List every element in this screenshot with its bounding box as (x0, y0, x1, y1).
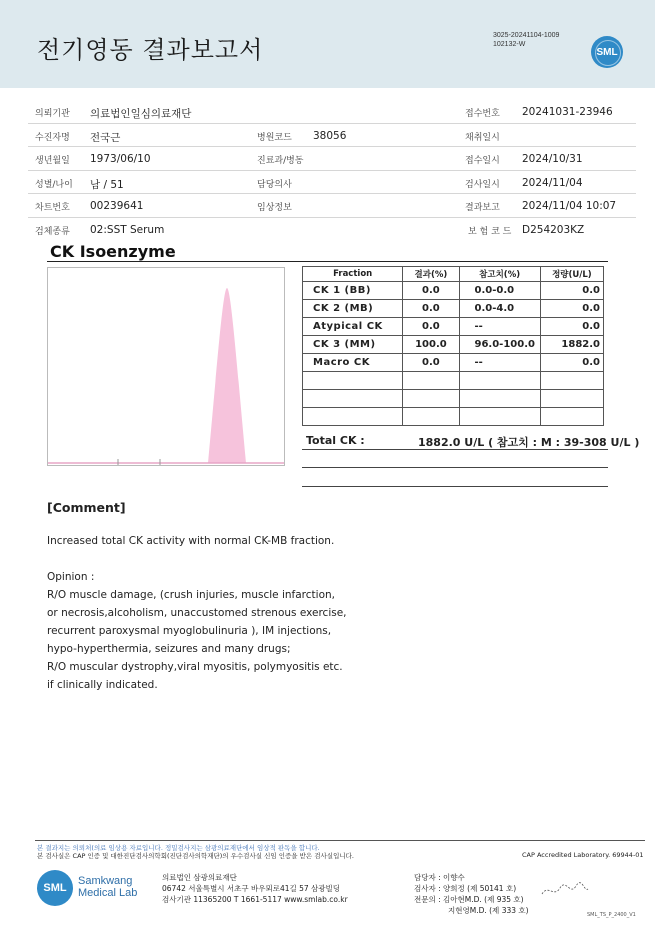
comment-title: [Comment] (47, 500, 126, 515)
document-code-line-1: 3025-20241104-1009 (493, 32, 560, 39)
collection-date-label: 채취일시 (465, 132, 500, 143)
dept-label: 진료과/병동 (257, 156, 304, 166)
samkwang-logo-icon: SML (37, 870, 73, 906)
info-row (28, 218, 636, 242)
sex-age-value: 남 / 51 (90, 178, 124, 191)
sex-age-label: 성별/나이 (35, 179, 73, 190)
insurance-code-label: 보 험 코 드 (468, 226, 512, 237)
form-code: SML_TS_P_2400_V1 (587, 912, 636, 918)
col-header-fraction: Fraction (303, 267, 403, 282)
staff-specialist-1: 전문의 : 김아현M.D. (제 935 호) (414, 895, 524, 904)
info-row (28, 124, 636, 148)
quant-cell: 0.0 (540, 300, 603, 318)
table-row (303, 336, 604, 354)
chart-no-label: 차트번호 (35, 203, 70, 213)
result-cell: 0.0 (403, 318, 459, 336)
dob-label: 생년월일 (35, 156, 70, 166)
document-code-line-2: 102132-W (493, 41, 526, 48)
ck-mm-peak (208, 288, 246, 463)
report-date-value: 2024/11/04 10:07 (522, 200, 617, 212)
total-underline (302, 449, 608, 450)
info-row (28, 147, 636, 171)
sml-logo-icon: SML (591, 36, 623, 68)
receipt-no-label: 접수번호 (465, 109, 500, 119)
staff-list (414, 872, 529, 916)
comment-line: if clinically indicated. (47, 679, 158, 691)
ref-cell: 96.0-100.0 (459, 336, 540, 354)
report-date-label: 결과보고 (465, 203, 500, 213)
test-date-label: 검사일시 (465, 179, 500, 190)
institution-label: 의뢰기관 (35, 109, 70, 119)
fraction-cell: CK 1 (BB) (303, 282, 403, 300)
hospital-code-value: 38056 (313, 129, 347, 142)
result-cell: 100.0 (403, 336, 459, 354)
patient-value: 전국근 (90, 131, 121, 144)
blank-line (302, 467, 608, 468)
insurance-code-value: D254203KZ (522, 223, 585, 236)
ref-cell: -- (459, 318, 540, 336)
quant-cell: 0.0 (540, 318, 603, 336)
fraction-cell: Atypical CK (303, 318, 403, 336)
col-header-result: 결과(%) (403, 267, 459, 282)
document-code (493, 31, 559, 49)
table-row (303, 354, 604, 372)
comment-line: R/O muscular dystrophy,viral myositis, polymyositis etc. (47, 661, 343, 673)
fraction-cell: CK 3 (MM) (303, 336, 403, 354)
ref-cell: -- (459, 354, 540, 372)
section-divider (47, 261, 608, 262)
section-title: CK Isoenzyme (50, 242, 176, 261)
electrophoresis-graph (47, 267, 285, 466)
hospital-code-label: 병원코드 (257, 132, 292, 143)
test-date-value: 2024/11/04 (522, 176, 583, 189)
quant-cell: 0.0 (540, 354, 603, 372)
comment-line: or necrosis,alcoholism, unaccustomed strenous exercise, (47, 607, 347, 619)
comment-line: hypo-hyperthermia, seizures and many drugs; (47, 643, 291, 655)
ref-cell: 0.0-4.0 (459, 300, 540, 318)
specimen-label: 검체종류 (35, 226, 70, 237)
info-row (28, 194, 636, 218)
empty-table-row (303, 390, 604, 408)
table-row (303, 282, 604, 300)
col-header-ref: 참고치(%) (459, 267, 540, 282)
fraction-table (302, 266, 604, 426)
brand-name (78, 875, 137, 899)
table-header-row (303, 267, 604, 282)
comment-line: Increased total CK activity with normal CK-MB fraction. (47, 535, 335, 547)
comment-line: recurrent paroxysmal myoglobulinuria ), IM injections, (47, 625, 332, 637)
comment-line: R/O muscle damage, (crush injuries, muscle infarction, (47, 589, 335, 601)
patient-info-grid (28, 100, 636, 241)
footer-accreditation-note: 본 검사실은 CAP 인증 및 대한진단검사의학회(진단검사의학재단)의 우수검사실 신임 인증을 받은 검사실입니다. (37, 852, 354, 860)
receipt-date-label: 접수일시 (465, 156, 500, 166)
brand-line-1: Samkwang (78, 875, 133, 887)
staff-tester: 검사자 : 양희정 (제 50141 호) (414, 884, 517, 893)
info-row (28, 100, 636, 124)
specimen-value: 02:SST Serum (90, 223, 165, 236)
org-address: 06742 서울특별시 서초구 바우뫼로41길 57 삼광빌딩 (162, 884, 341, 893)
info-row (28, 171, 636, 195)
ref-cell: 0.0-0.0 (459, 282, 540, 300)
institution-value: 의료법인일심의료재단 (90, 108, 192, 120)
table-row (303, 300, 604, 318)
table-row (303, 318, 604, 336)
footer-warning: 본 결과지는 의뢰처(의료 임상용 자료입니다. 정밀검사지는 삼광의료재단에서 임상적 판독을 합니다. (37, 844, 320, 852)
receipt-no-value: 20241031-23946 (522, 106, 613, 118)
total-ck-value: 1882.0 U/L ( 참고치 : M : 39-308 U/L ) (418, 436, 640, 449)
quant-cell: 1882.0 (540, 336, 603, 354)
patient-label: 수진자명 (35, 132, 70, 143)
footer-divider (35, 840, 645, 841)
total-ck-label: Total CK : (306, 434, 365, 447)
electrophoresis-svg (48, 268, 284, 465)
clinical-label: 임상정보 (257, 203, 292, 213)
empty-table-row (303, 372, 604, 390)
result-cell: 0.0 (403, 282, 459, 300)
dob-value: 1973/06/10 (90, 153, 151, 165)
blank-line (302, 486, 608, 487)
brand-line-2: Medical Lab (78, 887, 138, 899)
total-ck (306, 434, 640, 449)
doctor-label: 담당의사 (257, 179, 292, 190)
receipt-date-value: 2024/10/31 (522, 153, 583, 165)
cap-accreditation: CAP Accredited Laboratory. 69944-01 (522, 851, 644, 859)
report-title: 전기영동 결과보고서 (37, 36, 264, 64)
result-cell: 0.0 (403, 354, 459, 372)
org-contact: 검사기관 11365200 T 1661-5117 www.smlab.co.kr (162, 895, 348, 904)
empty-table-row (303, 408, 604, 426)
fraction-cell: Macro CK (303, 354, 403, 372)
footer-address (162, 872, 348, 905)
org-name: 의료법인 삼광의료재단 (162, 873, 237, 882)
result-cell: 0.0 (403, 300, 459, 318)
fraction-cell: CK 2 (MB) (303, 300, 403, 318)
chart-no-value: 00239641 (90, 200, 144, 212)
signature-icon (540, 880, 590, 902)
staff-specialist-2: 지현영M.D. (제 333 호) (448, 906, 529, 915)
col-header-quant: 정량(U/L) (540, 267, 603, 282)
quant-cell: 0.0 (540, 282, 603, 300)
staff-manager: 담당자 : 이향수 (414, 873, 465, 882)
comment-line: Opinion : (47, 571, 95, 583)
